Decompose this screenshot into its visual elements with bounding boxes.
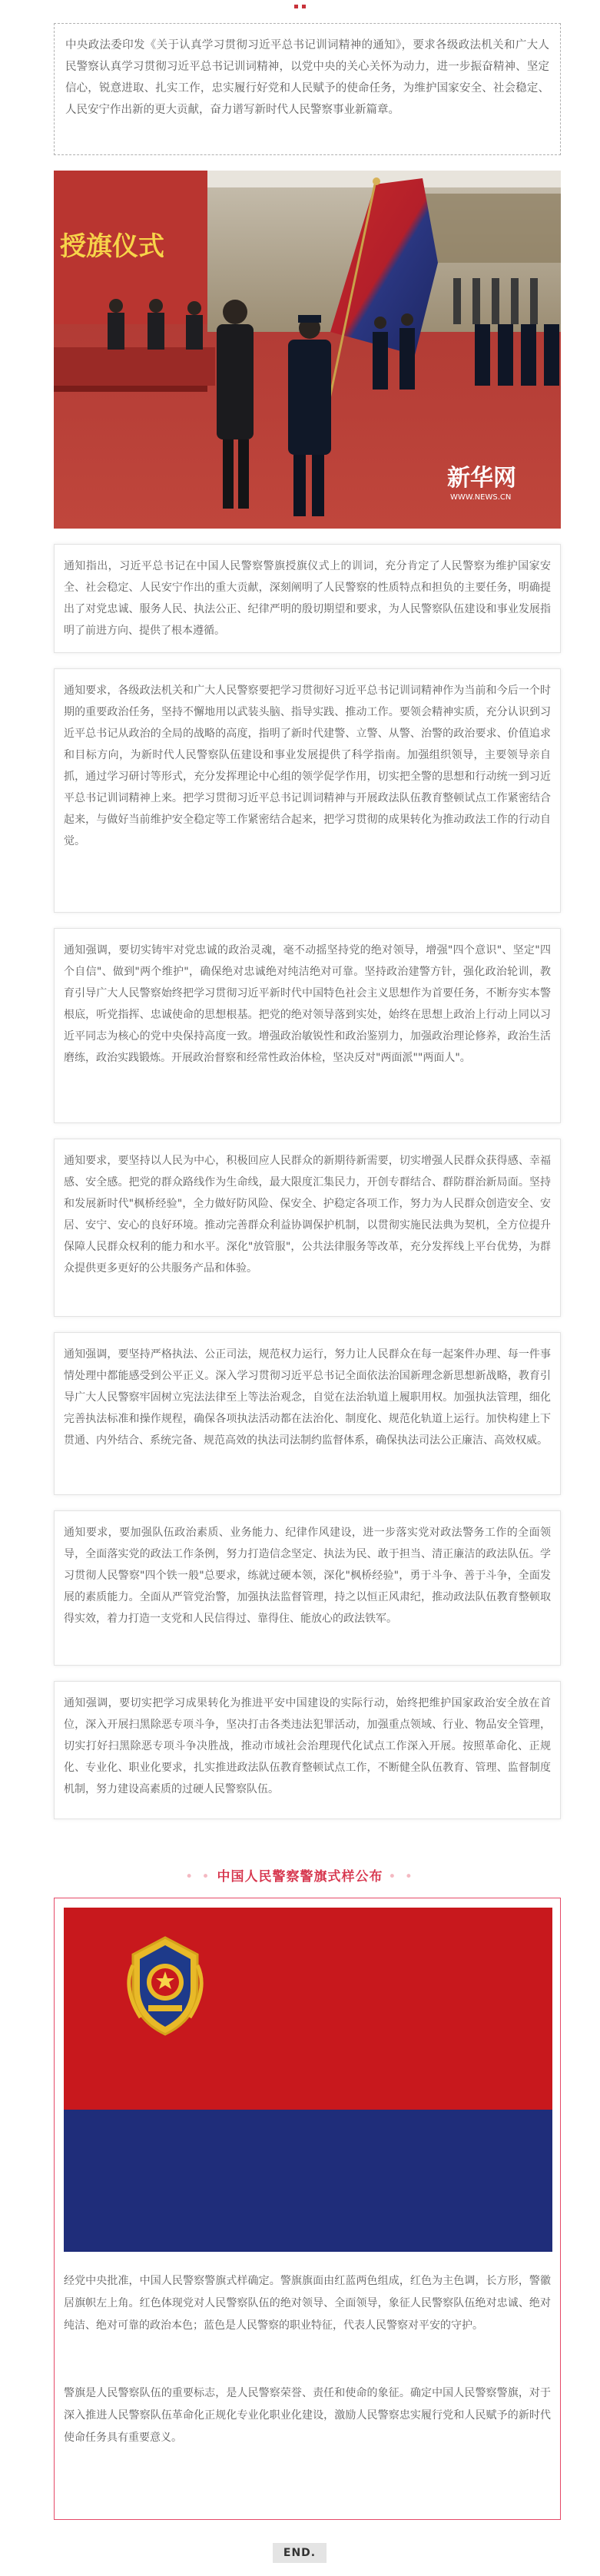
- police-flag-card: [54, 1898, 561, 2520]
- paragraph-1: 通知指出，习近平总书记在中国人民警察警旗授旗仪式上的训词，充分肯定了人民警察为维护国家安全、社会稳定、人民安宁作出的重大贡献，深刻阐明了人民警察的性质特点和担负的主要任务，明确提出了对党忠诚、服务人民、执法公正、纪律严明的殷切期望和要求，为人民警察队伍建设和事业发展指明了前进方向、提供了根本遵循。: [54, 544, 561, 653]
- paragraph-2: 通知要求，各级政法机关和广大人民警察要把学习贯彻好习近平总书记训词精神作为当前和今后一个时期的重要政治任务，坚持不懈地用以武装头脑、指导实践、推动工作。要领会精神实质，充分认识到习近平总书记从政治的全局的战略的高度，指明了新时代建警、立警、从警、治警的政治要求、价值追求和目标方向，为新时代人民警察队伍建设和事业发展提供了科学指南。加强组织领导，主要领导亲自抓，通过学习研讨等形式，充分发挥理论中心组的领学促学作用，切实把全警的思想和行动统一到习近平总书记训词精神上来。把学习贯彻习近平总书记训词精神与开展政法队伍教育整顿试点工作紧密结合起来，与做好当前维护安全稳定等工作紧密结合起来，把学习贯彻的成果转化为推动政法工作的行动自觉。: [54, 668, 561, 913]
- lead-paragraph: 中央政法委印发《关于认真学习贯彻习近平总书记训词精神的通知》，要求各级政法机关和广大人民警察认真学习贯彻习近平总书记训词精神，以党中央的关心关怀为动力，进一步振奋精神、坚定信心，锐意进取、扎实工作，忠实履行好党和人民赋予的使命任务，为维护国家安全、社会稳定、人民安宁作出新的更大贡献，奋力谱写新时代人民警察事业新篇章。: [54, 23, 561, 155]
- police-flag: [64, 1908, 552, 2252]
- paragraph-3: 通知强调，要切实铸牢对党忠诚的政治灵魂，毫不动摇坚持党的绝对领导，增强"四个意识"、坚定"四个自信"、做到"两个维护"，确保绝对忠诚绝对纯洁绝对可靠。坚持政治建警方针，强化政治轮训，教育引导广大人民警察始终把学习贯彻习近平新时代中国特色社会主义思想作为首要任务，不断夯实本警根底，听党指挥、忠诚使命的思想根基。把党的绝对领导落到实处，始终在思想上政治上行动上同以习近平同志为核心的党中央保持高度一致。增强政治敏锐性和政治鉴别力，加强政治理论修养，政治生活磨练，政治实践锻炼。开展政治督察和经常性政治体检，坚决反对"两面派""两面人"。: [54, 928, 561, 1123]
- flag-description: 经党中央批准，中国人民警察警旗式样确定。警旗旗面由红蓝两色组成，红色为主色调，长方形，警徽居旗帜左上角。红色体现党对人民警察队伍的绝对领导、全面领导，象征人民警察队伍绝对忠诚、绝对纯洁、绝对可靠的政治本色；蓝色是人民警察的职业特征，代表人民警察对平安的守护。: [64, 2275, 551, 2332]
- xinhua-url: WWW.NEWS.CN: [450, 493, 512, 502]
- flag-significance: 警旗是人民警察队伍的重要标志，是人民警察荣誉、责任和使命的象征。确定中国人民警察警旗，对于深入推进人民警察队伍革命化正规化专业化职业化建设，激励人民警察忠实履行党和人民赋予的新时代使命任务具有重要意义。: [64, 2387, 551, 2444]
- top-decoration: [0, 5, 600, 8]
- paragraph-5: 通知强调，要坚持严格执法、公正司法，规范权力运行，努力让人民群众在每一起案件办理、每一件事情处理中都能感受到公平正义。深入学习贯彻习近平总书记全面依法治国新理念新思想新战略，教育引导广大人民警察牢固树立宪法法律至上等法治观念，自觉在法治轨道上履职用权。加强执法管理，细化完善执法标准和操作规程，确保各项执法活动都在法治化、制度化、规范化轨道上运行。加快构建上下贯通、内外结合、系统完备、规范高效的执法司法制约监督体系，确保执法司法公正廉洁、高效权威。: [54, 1332, 561, 1495]
- paragraph-4: 通知要求，要坚持以人民为中心，积极回应人民群众的新期待新需要，切实增强人民群众获得感、幸福感、安全感。把党的群众路线作为生命线，最大限度汇集民力，开创专群结合、群防群治新局面。坚持和发展新时代"枫桥经验"，全力做好防风险、保安全、护稳定各项工作，努力为人民群众创造安全、安居、安宁、安心的良好环境。推动完善群众利益协调保护机制，以贯彻实施民法典为契机，全方位提升保障人民群众权利的能力和水平。深化"放管服"，公共法律服务等改革，充分发挥线上平台优势，为群众提供更多更好的公共服务产品和体验。: [54, 1139, 561, 1317]
- banner-text: 授旗仪式: [60, 231, 164, 262]
- title-decoration-right: • •: [388, 1869, 415, 1885]
- paragraph-6: 通知要求，要加强队伍政治素质、业务能力、纪律作风建设，进一步落实党对政法警务工作的全面领导，全面落实党的政法工作条例，努力打造信念坚定、执法为民、敢于担当、清正廉洁的政法队伍。学习贯彻人民警察"四个铁一般"总要求，练就过硬本领，深化"枫桥经验"，勇于斗争、善于斗争，全面发展的素质能力。全面从严管党治警，加强执法监督管理，持之以恒正风肃纪，推动政法队伍教育整顿取得实效，着力打造一支党和人民信得过、靠得住、能放心的政法铁军。: [54, 1510, 561, 1666]
- ceremony-photo: [54, 171, 561, 529]
- flag-section-title: 中国人民警察警旗式样公布: [217, 1869, 383, 1885]
- xinhua-logo: 新华网: [447, 465, 516, 492]
- flag-blue-part: [64, 2110, 552, 2252]
- section-title: [0, 1865, 600, 1885]
- paragraph-7: 通知强调，要切实把学习成果转化为推进平安中国建设的实际行动，始终把维护国家政治安全放在首位，深入开展扫黑除恶专项斗争，坚决打击各类违法犯罪活动，加强重点领域、行业、物品安全管理，切实打好扫黑除恶专项斗争决胜战，推动市域社会治理现代化试点工作深入开展。按照革命化、正规化、专业化、职业化要求，扎实推进政法队伍教育整顿试点工作，不断健全队伍教育、管理、监督制度机制，努力建设高素质的过硬人民警察队伍。: [54, 1681, 561, 1819]
- police-emblem-icon: [118, 1934, 213, 2037]
- title-decoration-left: • •: [185, 1869, 212, 1885]
- end-mark: END.: [273, 2543, 327, 2563]
